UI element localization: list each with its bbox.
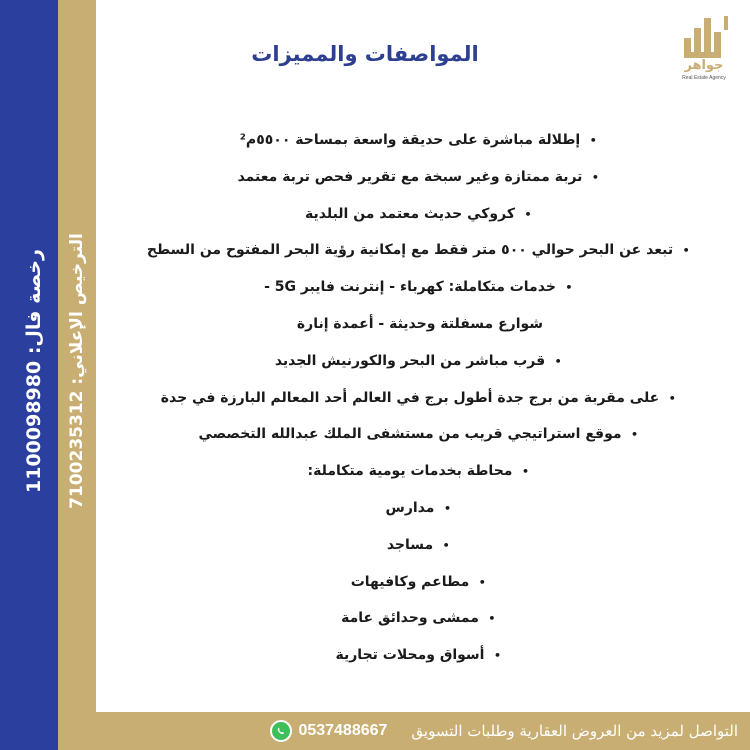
bullet-icon: • [589, 134, 597, 147]
feature-item [100, 600, 740, 637]
logo-mark-icon [666, 14, 742, 60]
contact-bar [58, 712, 750, 750]
company-logo [666, 14, 742, 84]
feature-text: كروكي حديث معتمد من البلدية [305, 205, 515, 222]
feature-text: على مقربة من برج جدة أطول برج في العالم أحد المعالم البارزة في جدة [160, 389, 660, 406]
features-list [100, 122, 740, 674]
bullet-icon: • [521, 465, 529, 479]
feature-item [100, 564, 740, 601]
bullet-icon: • [443, 501, 451, 515]
feature-item [100, 159, 740, 196]
bullet-icon: • [442, 538, 450, 552]
feature-text: تبعد عن البحر حوالي ٥٠٠ متر فقط مع إمكانية رؤية البحر المفتوح من السطح [146, 242, 674, 259]
feature-item [100, 122, 740, 159]
bullet-icon: • [524, 207, 532, 221]
phone-contact[interactable] [270, 720, 387, 742]
feature-text: محاطة بخدمات يومية متكاملة: [307, 463, 513, 480]
bullet-icon: • [631, 428, 639, 442]
bullet-icon: • [565, 281, 573, 295]
logo-name: جواهر [684, 58, 724, 73]
bullet-icon: • [554, 354, 562, 368]
bullet-icon: • [682, 244, 690, 258]
bullet-icon: • [488, 612, 496, 626]
feature-text: قرب مباشر من البحر والكورنيش الجديد [274, 352, 546, 369]
feature-item [100, 527, 740, 564]
feature-item [100, 490, 740, 527]
feature-text: شوارع مسفلتة وحديثة - أعمدة إنارة [296, 315, 544, 332]
feature-item [100, 343, 740, 380]
bullet-icon: • [493, 649, 501, 663]
feature-item [100, 380, 740, 417]
feature-item [100, 232, 740, 269]
feature-item [100, 269, 740, 306]
feature-item [100, 453, 740, 490]
bullet-icon: • [668, 391, 676, 405]
feature-text: موقع استراتيجي قريب من مستشفى الملك عبدالله التخصصي [198, 426, 622, 443]
feature-item [100, 637, 740, 674]
feature-text: تربة ممتازة وغير سبخة مع تقرير فحص تربة معتمد [237, 168, 583, 185]
ad-license-number: الترخيص الإعلاني: 7100235312 [67, 233, 87, 509]
logo-subtitle: Real Estate Agency [682, 75, 726, 81]
license-number: رخصة فال: 1100098980 [23, 249, 45, 493]
bullet-icon: • [591, 170, 599, 184]
feature-item [100, 306, 740, 343]
feature-text: خدمات متكاملة: كهرباء - إنترنت فايبر 5G - [264, 279, 556, 296]
feature-text: مدارس [385, 499, 435, 516]
feature-item [100, 416, 740, 453]
feature-text: مساجد [386, 536, 434, 553]
feature-text: أسواق ومحلات تجارية [335, 647, 485, 664]
feature-text: ممشى وحدائق عامة [341, 610, 479, 627]
feature-text: إطلالة مباشرة على حديقة واسعة بمساحة ٥٥٠٠م² [239, 132, 581, 148]
bullet-icon: • [478, 575, 486, 589]
phone-number[interactable]: 0537488667 [298, 722, 388, 739]
whatsapp-icon[interactable] [270, 720, 292, 742]
feature-item [100, 196, 740, 233]
page-title: المواصفات والمميزات [251, 42, 479, 66]
contact-cta: التواصل لمزيد من العروض العقارية وطلبات التسويق [411, 722, 738, 740]
feature-text: مطاعم وكافيهات [350, 573, 470, 590]
